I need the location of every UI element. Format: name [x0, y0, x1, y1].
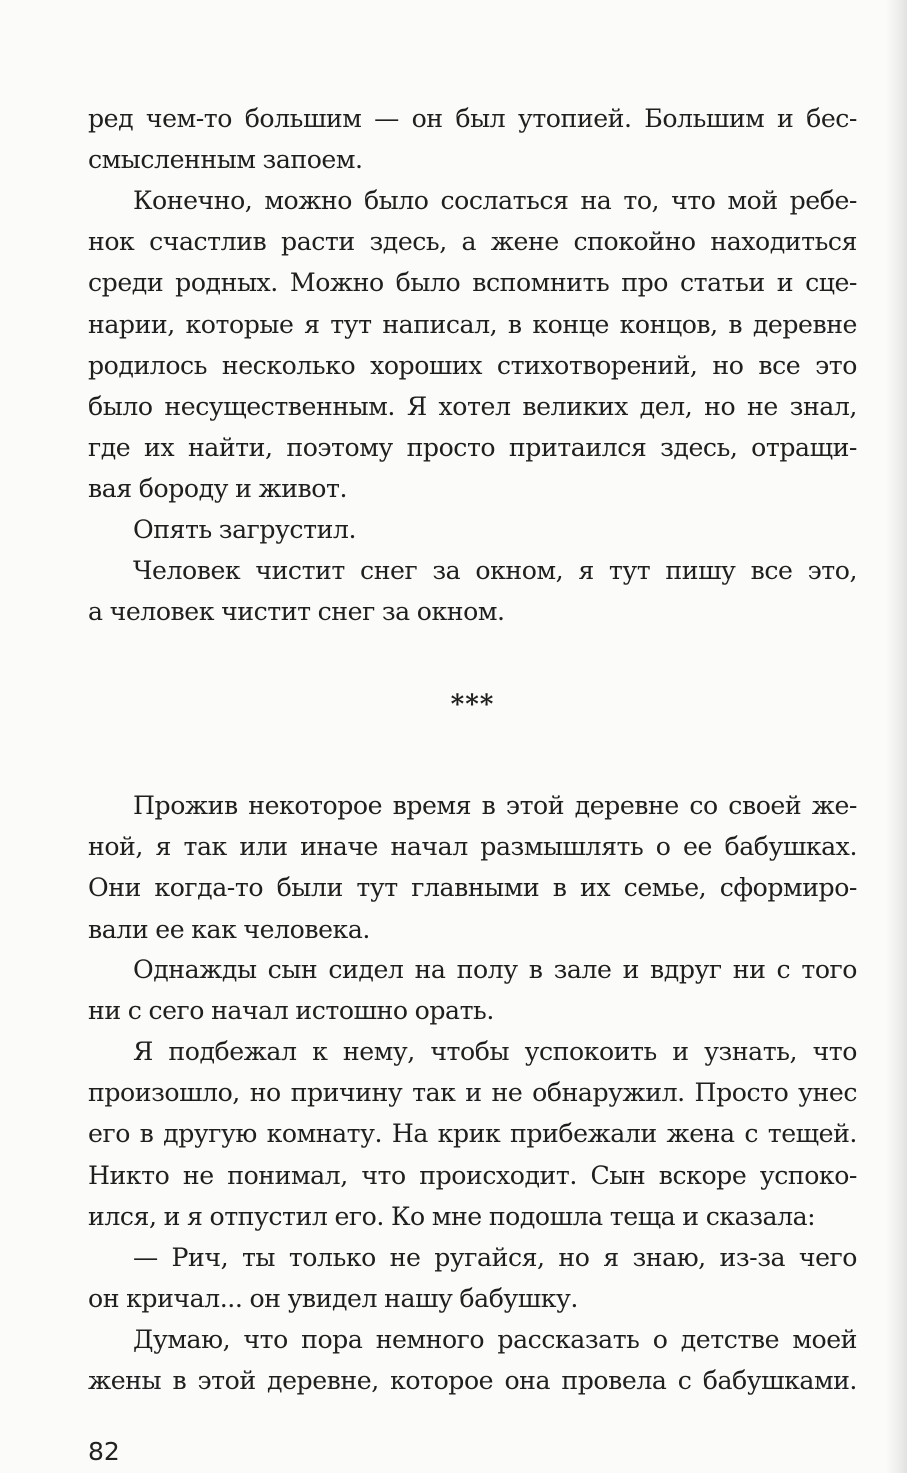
paragraph-6	[88, 949, 857, 1031]
paragraph-8	[88, 1237, 857, 1319]
paragraph-2	[88, 180, 857, 510]
text-line: Я подбежал к нему, чтобы успокоить и узнать, что	[133, 1037, 857, 1066]
text-line: нок счастлив расти здесь, а жене спокойно находиться	[88, 227, 857, 257]
text-line: Они когда-то были тут главными в их семье, сформиро-	[88, 873, 857, 903]
text-line: его в другую комнату. На крик прибежали жена с тещей.	[88, 1119, 857, 1149]
paragraph-1	[88, 98, 857, 180]
text-line: ни с сего начал истошно орать.	[88, 996, 494, 1026]
text-line: Опять загрустил.	[133, 515, 357, 544]
text-line: нарии, которые я тут написал, в конце концов, в деревне	[88, 309, 857, 339]
text-line: смысленным запоем.	[88, 145, 363, 175]
paragraph-3	[88, 509, 857, 550]
text-line: Конечно, можно было сослаться на то, что мой ребе-	[133, 186, 857, 215]
paragraph-7	[88, 1031, 857, 1237]
text-line: Думаю, что пора немного рассказать о детстве моей	[133, 1325, 857, 1354]
text-line: вая бороду и живот.	[88, 474, 348, 504]
text-line: он кричал... он увидел нашу бабушку.	[88, 1284, 578, 1314]
text-line: Человек чистит снег за окном, я тут пишу все это,	[133, 556, 857, 585]
text-line: среди родных. Можно было вспомнить про статьи и сце-	[88, 268, 857, 298]
text-line: вали ее как человека.	[88, 914, 370, 944]
text-line: жены в этой деревне, которое она провела с бабушками.	[88, 1366, 857, 1396]
text-line: Никто не понимал, что происходит. Сын вскоре успоко-	[88, 1160, 857, 1190]
page-number: 82	[88, 1437, 120, 1466]
section-separator: ***	[450, 690, 495, 720]
paragraph-9	[88, 1319, 857, 1401]
text-line: Однажды сын сидел на полу в зале и вдруг ни с того	[133, 955, 857, 984]
text-line: ной, я так или иначе начал размышлять о ее бабушках.	[88, 832, 857, 862]
text-line: — Рич, ты только не ругайся, но я знаю, из-за чего	[133, 1243, 857, 1272]
text-line: ред чем-то большим — он был утопией. Большим и бес-	[88, 104, 857, 133]
text-line: было несущественным. Я хотел великих дел, но не знал,	[88, 392, 857, 422]
page-edge-shadow	[885, 0, 907, 1473]
text-line: где их найти, поэтому просто притаился здесь, отращи-	[88, 433, 857, 463]
paragraph-5	[88, 785, 857, 950]
paragraph-4	[88, 550, 857, 632]
text-line: родилось несколько хороших стихотворений, но все это	[88, 350, 857, 380]
text-line: а человек чистит снег за окном.	[88, 597, 505, 627]
text-line: ился, и я отпустил его. Ко мне подошла теща и сказала:	[88, 1201, 816, 1231]
text-line: Прожив некоторое время в этой деревне со своей же-	[133, 791, 857, 820]
text-line: произошло, но причину так и не обнаружил. Просто унес	[88, 1078, 857, 1108]
